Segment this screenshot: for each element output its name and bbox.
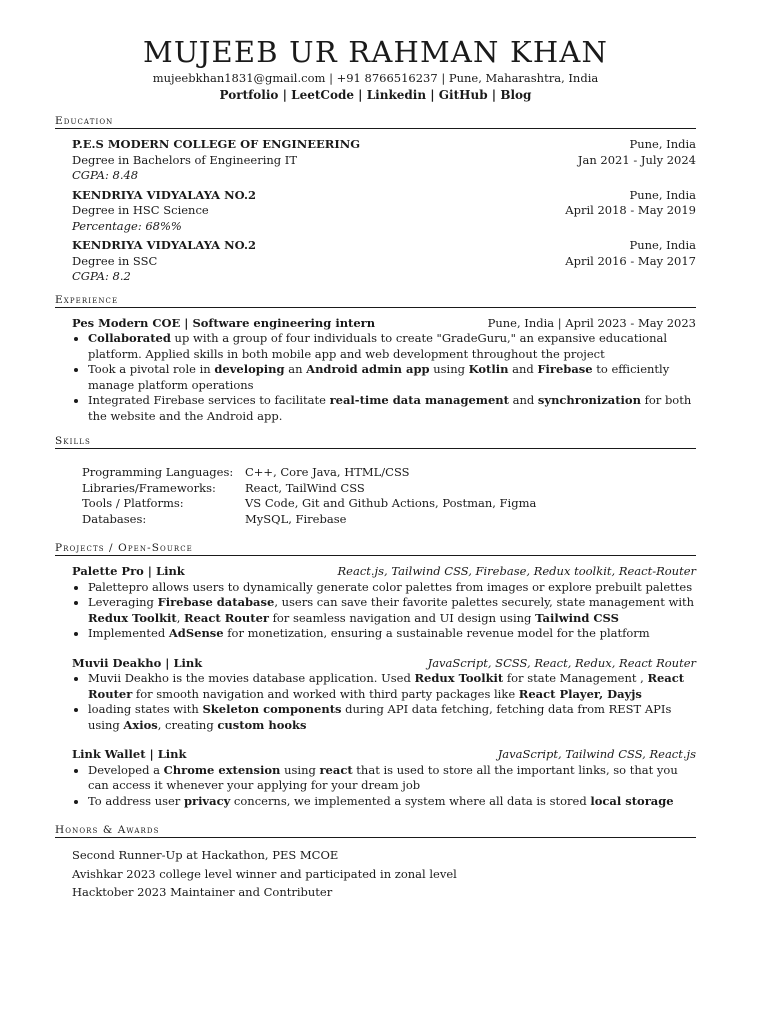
text-run: an (284, 362, 307, 376)
skill-category: Libraries/Frameworks: (82, 480, 216, 495)
bold-text: Firebase (537, 362, 593, 376)
bold-text: Chrome extension (163, 762, 281, 777)
text-run: for smooth navigation and worked with third party packages like (132, 686, 519, 701)
experience-bullet (88, 362, 696, 393)
project-bullet (88, 763, 696, 794)
section-divider (55, 837, 696, 838)
bold-text: developing (214, 362, 285, 376)
education-entry (55, 188, 696, 235)
bold-text: real-time data management (329, 393, 509, 407)
bold-text: react (319, 762, 353, 777)
section-title-experience: Experience (55, 293, 119, 306)
education-dates: April 2018 - May 2019 (565, 203, 696, 217)
award-item: Avishkar 2023 college level winner and participated in zonal level (72, 866, 457, 881)
text-run: that is used to store all the important links, so that you can access it whenever your applying for your dream job (88, 762, 678, 792)
section-title-skills: Skills (55, 435, 91, 447)
project-tech: JavaScript, Tailwind CSS, React.js (497, 747, 696, 761)
skill-category: Programming Languages: (82, 465, 234, 479)
skill-row (82, 481, 696, 497)
link-leetcode[interactable]: LeetCode (291, 88, 354, 102)
project-bullet (88, 671, 696, 702)
experience-role: Pes Modern COE | Software engineering intern (72, 315, 376, 330)
experience-bullet (88, 393, 696, 424)
text-run: to efficiently manage platform operations (88, 362, 670, 392)
text-run: , users can save their favorite palettes securely, state management with (274, 595, 695, 609)
text-run: , creating (157, 717, 218, 732)
bold-text: Redux Toolkit (414, 671, 504, 685)
project-bullets (55, 671, 696, 733)
bold-text: React Router (88, 671, 685, 701)
section-divider (55, 128, 696, 129)
text-run: To address user (88, 793, 184, 808)
award-item: Second Runner-Up at Hackathon, PES MCOE (72, 848, 339, 862)
text-run: and (508, 393, 538, 407)
degree: Degree in SSC (72, 253, 158, 268)
candidate-name: MUJEEB UR RAHMAN KHAN (142, 35, 609, 69)
section-title-awards: Honors & Awards (55, 824, 160, 836)
skill-category: Databases: (82, 511, 147, 526)
section-divider (55, 307, 696, 308)
experience-entry (55, 316, 696, 332)
project-tech: React.js, Tailwind CSS, Firebase, Redux toolkit, React-Router (337, 564, 696, 578)
skill-row (82, 512, 696, 528)
link-portfolio[interactable]: Portfolio (219, 88, 279, 102)
education-score: CGPA: 8.2 (72, 269, 131, 283)
text-run: Implemented (88, 626, 169, 640)
project-entry (55, 656, 696, 734)
bold-text: privacy (183, 793, 231, 808)
text-run: using (280, 762, 320, 777)
section-title-projects: Projects / Open-Source (55, 542, 193, 554)
skills-list (55, 457, 696, 527)
education-score: CGPA: 8.48 (72, 168, 139, 182)
project-bullet (88, 626, 696, 642)
project-bullet (88, 794, 696, 810)
skill-values: VS Code, Git and Github Actions, Postman, Figma (245, 496, 537, 510)
bold-text: AdSense (168, 626, 224, 640)
project-bullets (55, 763, 696, 810)
text-run: using (429, 362, 469, 376)
degree: Degree in HSC Science (72, 203, 209, 217)
project-entry (55, 747, 696, 809)
text-run: Palettepro allows users to dynamically generate color palettes from images or explore prebuilt palettes (88, 579, 693, 594)
bold-text: Android admin app (306, 362, 430, 376)
resume-page (55, 34, 696, 902)
experience-bullet (88, 331, 696, 362)
profile-links (55, 86, 696, 104)
section-title-education: Education (55, 115, 114, 127)
bold-text: Collaborated (88, 331, 171, 345)
project-bullet (88, 702, 696, 733)
project-name[interactable]: Palette Pro | Link (72, 564, 185, 578)
award-item: Hacktober 2023 Maintainer and Contributer (72, 885, 333, 899)
project-name[interactable]: Muvii Deakho | Link (72, 655, 203, 670)
text-run: for state Management , (503, 671, 648, 685)
skill-values: C++, Core Java, HTML/CSS (245, 465, 410, 479)
skill-row (82, 465, 696, 481)
text-run: Leveraging (88, 595, 158, 609)
text-run: during API data fetching, fetching data from REST APIs using (88, 702, 672, 732)
bold-text: React Player, Dayjs (518, 686, 642, 701)
school-location: Pune, India (629, 187, 696, 202)
bold-text: Axios (123, 717, 158, 732)
contact-line: mujeebkhan1831@gmail.com | +91 8766516237 | Pune, Maharashtra, India (152, 71, 599, 85)
text-run: , (176, 610, 185, 625)
text-run: Muvii Deakho is the movies database application. Used (88, 671, 415, 685)
bold-text: Kotlin (468, 362, 509, 376)
education-dates: Jan 2021 - July 2024 (577, 152, 696, 167)
project-bullet (88, 595, 696, 626)
projects-list (55, 564, 696, 809)
awards-list (55, 846, 696, 902)
bold-text: Redux Toolkit (88, 610, 177, 625)
link-separator: | (487, 88, 501, 102)
experience-bullets (55, 331, 696, 424)
degree: Degree in Bachelors of Engineering IT (72, 152, 298, 167)
skill-row (82, 496, 696, 512)
text-run: Integrated Firebase services to facilitate (88, 393, 330, 407)
school-name: P.E.S MODERN COLLEGE OF ENGINEERING (72, 137, 361, 151)
education-dates: April 2016 - May 2017 (565, 253, 696, 268)
project-entry (55, 564, 696, 642)
section-divider (55, 555, 696, 556)
school-location: Pune, India (629, 238, 696, 252)
text-run: loading states with (88, 702, 203, 716)
link-separator: | (278, 88, 292, 102)
education-list (55, 137, 696, 285)
link-separator: | (353, 88, 367, 102)
bold-text: React Router (184, 610, 269, 625)
project-tech: JavaScript, SCSS, React, Redux, React Router (427, 655, 696, 670)
skill-values: React, TailWind CSS (245, 480, 365, 495)
experience-meta: Pune, India | April 2023 - May 2023 (487, 315, 696, 330)
text-run: for both the website and the Android app. (88, 393, 692, 423)
skill-category: Tools / Platforms: (82, 496, 184, 510)
text-run: and (508, 362, 538, 376)
text-run: concerns, we implemented a system where all data is stored (230, 793, 591, 808)
text-run: for seamless navigation and UI design using (268, 610, 536, 625)
school-name: KENDRIYA VIDYALAYA NO.2 (72, 238, 256, 252)
school-name: KENDRIYA VIDYALAYA NO.2 (72, 187, 256, 202)
education-entry (55, 238, 696, 285)
school-location: Pune, India (629, 137, 696, 151)
project-bullets (55, 580, 696, 642)
text-run: Developed a (88, 762, 164, 777)
project-name[interactable]: Link Wallet | Link (72, 747, 187, 761)
education-score: Percentage: 68%% (72, 218, 182, 233)
bold-text: custom hooks (217, 717, 307, 732)
link-github[interactable]: GitHub (438, 88, 488, 102)
bold-text: synchronization (537, 393, 641, 407)
bold-text: Tailwind CSS (535, 610, 619, 625)
text-run: up with a group of four individuals to create "GradeGuru," an expansive educational platform. Applied skills in both mobile app and web development throughout the project (88, 331, 668, 361)
bold-text: local storage (590, 793, 674, 808)
link-linkedin[interactable]: Linkedin (366, 88, 427, 102)
education-entry (55, 137, 696, 184)
section-divider (55, 448, 696, 449)
text-run: for monetization, ensuring a sustainable revenue model for the platform (223, 626, 650, 640)
bold-text: Skeleton components (202, 702, 342, 716)
skill-values: MySQL, Firebase (245, 511, 347, 526)
link-blog[interactable]: Blog (500, 88, 532, 102)
bold-text: Firebase database (157, 595, 275, 609)
project-bullet (88, 580, 696, 596)
text-run: Took a pivotal role in (88, 362, 215, 376)
link-separator: | (426, 88, 439, 102)
